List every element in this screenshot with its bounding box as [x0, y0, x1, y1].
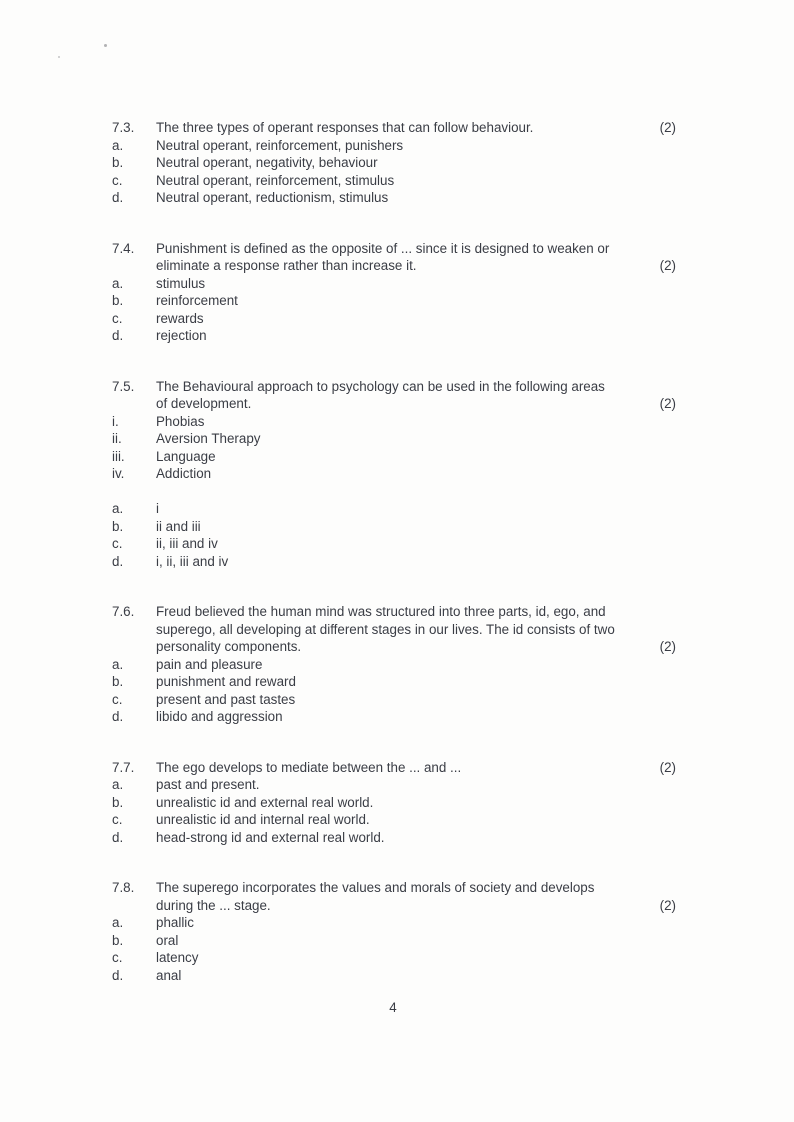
option-row [112, 275, 676, 293]
line-text: reinforcement [156, 293, 238, 308]
question-line [112, 638, 676, 656]
line-text: Neutral operant, negativity, behaviour [156, 155, 378, 170]
question-line [112, 879, 676, 897]
line-label: d. [112, 328, 124, 343]
line-text: The superego incorporates the values and morals of society and develops [156, 880, 595, 895]
option-row [112, 553, 676, 571]
questions-area [112, 119, 676, 1017]
option-row [112, 811, 676, 829]
question-line [112, 395, 676, 413]
option-row [112, 189, 676, 207]
question-7-8 [112, 879, 676, 984]
question-line [112, 119, 676, 137]
line-label: 7.7. [112, 759, 135, 775]
line-text: rewards [156, 310, 204, 326]
line-label: b. [112, 932, 124, 948]
line-label: d. [112, 553, 124, 569]
scan-artifact-dot [104, 44, 107, 47]
question-line [112, 621, 676, 639]
question-7-3 [112, 119, 676, 207]
line-text: during the ... stage. [156, 897, 271, 913]
line-text: past and present. [156, 777, 260, 792]
option-row [112, 829, 676, 847]
line-label: d. [112, 967, 124, 983]
line-label: a. [112, 275, 124, 291]
line-label: a. [112, 777, 124, 792]
option-row [112, 794, 676, 812]
question-line [112, 759, 676, 777]
line-text: The three types of operant responses that can follow behaviour. [156, 120, 534, 135]
line-text: head-strong id and external real world. [156, 829, 385, 845]
line-label [112, 897, 156, 915]
line-text: of development. [156, 396, 252, 411]
line-label: a. [112, 501, 124, 516]
line-text: Addiction [156, 466, 212, 481]
line-label: b. [112, 674, 124, 689]
option-row [112, 708, 676, 726]
line-label: ii. [112, 431, 122, 446]
line-label: d. [112, 829, 124, 845]
option-row [112, 154, 676, 172]
option-row [112, 949, 676, 967]
line-label: iv. [112, 466, 125, 481]
sub-item-row [112, 465, 676, 483]
line-label: 7.4. [112, 240, 135, 256]
line-text: anal [156, 967, 182, 983]
option-row [112, 535, 676, 553]
option-row [112, 914, 676, 932]
line-text: Neutral operant, reinforcement, punishers [156, 137, 404, 153]
option-row [112, 137, 676, 155]
line-label: b. [112, 794, 124, 810]
line-label: a. [112, 915, 124, 930]
line-text: ii, iii and iv [156, 536, 218, 551]
line-text: unrealistic id and external real world. [156, 794, 374, 810]
line-label [112, 395, 156, 413]
line-text: oral [156, 932, 179, 948]
question-line [112, 240, 676, 258]
mark-label: (2) [659, 897, 676, 913]
option-row [112, 327, 676, 345]
line-text: Neutral operant, reinforcement, stimulus [156, 172, 395, 188]
line-text: rejection [156, 328, 207, 343]
line-text: punishment and reward [156, 674, 296, 689]
option-row [112, 172, 676, 190]
line-text: Punishment is defined as the opposite of ... since it is designed to weaken or [156, 240, 610, 256]
line-text: personality components. [156, 639, 302, 654]
line-text: eliminate a response rather than increase it. [156, 258, 417, 273]
line-text: ii and iii [156, 518, 201, 534]
line-text: Phobias [156, 413, 205, 429]
page-number: 4 [389, 1000, 397, 1015]
line-text: The ego develops to mediate between the ... and ... [156, 759, 462, 775]
line-text: libido and aggression [156, 709, 283, 724]
line-label: d. [112, 190, 124, 205]
sub-item-row [112, 413, 676, 431]
line-text: latency [156, 950, 199, 965]
option-row [112, 673, 676, 691]
line-text: The Behavioural approach to psychology can be used in the following areas [156, 378, 605, 394]
line-label: b. [112, 155, 124, 170]
option-row [112, 310, 676, 328]
line-text: Language [156, 448, 216, 464]
mark-label: (2) [659, 759, 676, 775]
line-text: pain and pleasure [156, 656, 263, 672]
line-label: c. [112, 172, 123, 188]
question-line [112, 603, 676, 621]
mark-label: (2) [659, 639, 676, 654]
line-label: b. [112, 518, 124, 534]
mark-label: (2) [659, 120, 676, 135]
question-7-4 [112, 240, 676, 345]
line-text: phallic [156, 915, 194, 930]
mark-label: (2) [659, 258, 676, 273]
question-line [112, 897, 676, 915]
option-row [112, 656, 676, 674]
line-text: Freud believed the human mind was structured into three parts, id, ego, and [156, 604, 606, 619]
mark-label: (2) [659, 396, 676, 411]
line-label [112, 621, 156, 639]
option-row [112, 500, 676, 518]
line-text: i [156, 501, 159, 516]
line-label [112, 257, 156, 275]
line-label: a. [112, 137, 124, 153]
line-label: d. [112, 709, 124, 724]
question-7-7 [112, 759, 676, 847]
line-text: superego, all developing at different stages in our lives. The id consists of two [156, 621, 615, 637]
line-text: Neutral operant, reductionism, stimulus [156, 190, 389, 205]
option-row [112, 932, 676, 950]
line-label: 7.8. [112, 880, 135, 895]
option-row [112, 691, 676, 709]
line-label [112, 638, 156, 656]
scan-artifact-dot [58, 56, 60, 58]
line-label: b. [112, 293, 124, 308]
question-7-5 [112, 378, 676, 571]
line-label: c. [112, 950, 123, 965]
line-label: c. [112, 310, 123, 326]
option-row [112, 292, 676, 310]
sub-item-row [112, 448, 676, 466]
line-label: 7.5. [112, 378, 135, 394]
line-label: 7.3. [112, 120, 135, 135]
line-text: present and past tastes [156, 691, 296, 707]
line-label: a. [112, 656, 124, 672]
blank-line [112, 483, 676, 501]
question-line [112, 257, 676, 275]
line-label: i. [112, 413, 119, 429]
option-row [112, 776, 676, 794]
line-text: unrealistic id and internal real world. [156, 812, 370, 827]
question-7-6 [112, 603, 676, 726]
line-label: 7.6. [112, 604, 135, 619]
question-line [112, 378, 676, 396]
sub-item-row [112, 430, 676, 448]
option-row [112, 518, 676, 536]
line-label: iii. [112, 448, 125, 464]
line-label: c. [112, 536, 123, 551]
option-row [112, 967, 676, 985]
line-text: Aversion Therapy [156, 431, 261, 446]
line-label: c. [112, 691, 123, 707]
line-text: i, ii, iii and iv [156, 553, 229, 569]
line-label: c. [112, 812, 123, 827]
line-text: stimulus [156, 275, 206, 291]
